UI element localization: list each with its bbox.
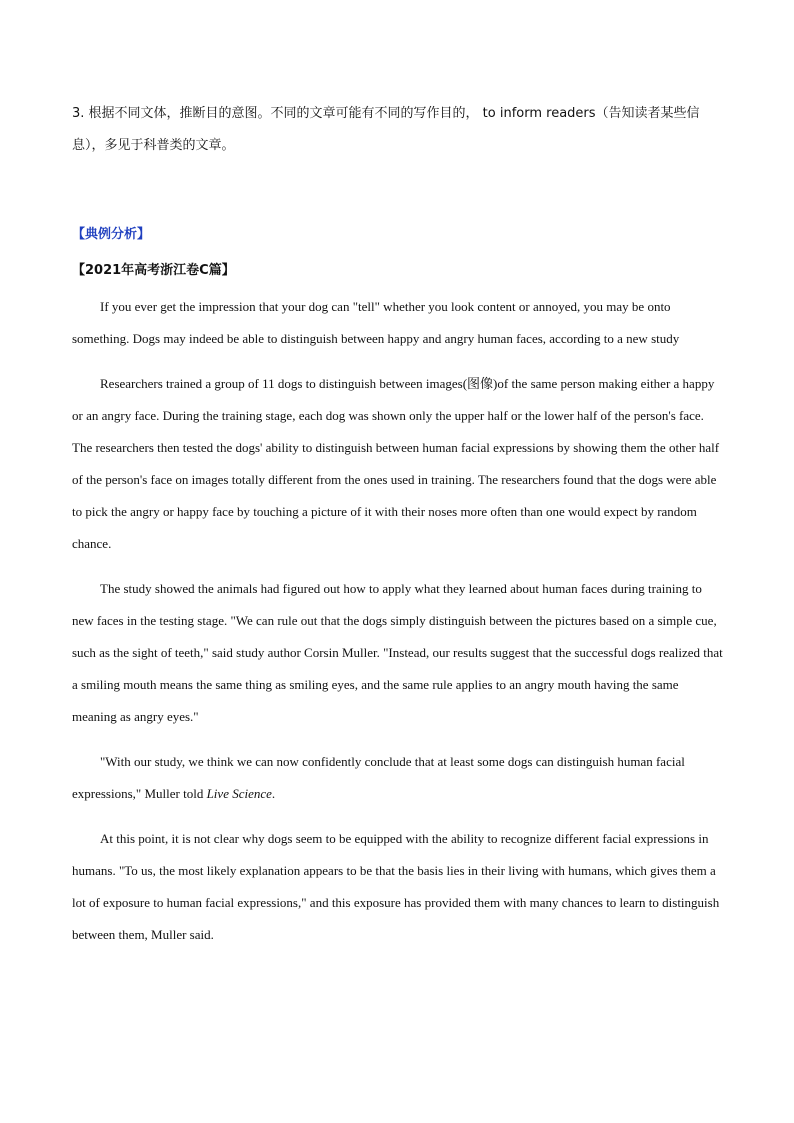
exam-title: 【2021年高考浙江卷C篇】 <box>72 263 235 278</box>
quote-end: . <box>271 786 276 801</box>
paragraph-2: Researchers trained a group of 11 dogs to distinguish between images(图像)of the same person making either a happy or an angry face. During the training stage, each dog was shown only the upper half or the lower half of the person's face. The researchers then tested the dogs' ability to distinguish between human facial expressions by showing them the other half of the person's face on images totally different from the ones used in training. The researchers found that the dogs were able to pick the angry or happy face by touching a picture of it with their noses more often than one would expect by random chance. <box>72 376 720 551</box>
paragraph-3: The study showed the animals had figured out how to apply what they learned about human faces during training to new faces in the testing stage. "We can rule out that the dogs simply distinguish between the pictures based on a simple cue, such as the sight of teeth," said study author Corsin Muller. "Instead, our results suggest that the successful dogs realized that a smiling mouth means the same thing as smiling eyes, and the same rule applies to an angry mouth having the same meaning as angry eyes." <box>72 581 723 724</box>
point-3-text: 3. 根据不同文体，推断目的意图。不同的文章可能有不同的写作目的， to inform readers（告知读者某些信息），多见于科普类的文章。 <box>72 106 700 153</box>
section-title: 【典例分析】 <box>72 227 151 242</box>
quote-source: Live Science <box>206 786 272 801</box>
paragraph-1: If you ever get the impression that your dog can "tell" whether you look content or annoyed, you may be onto something. Dogs may indeed be able to distinguish between happy and angry human faces, according to a new study <box>72 299 680 346</box>
document-page <box>72 98 724 951</box>
paragraph-5: At this point, it is not clear why dogs seem to be equipped with the ability to recognize different facial expressions in humans. "To us, the most likely explanation appears to be that the basis lies in their living with humans, which gives them a lot of exposure to human facial expressions," and this exposure has provided them with many chances to learn to distinguish between them, Muller said. <box>72 831 720 942</box>
quote-text: "With our study, we think we can now confidently conclude that at least some dogs can distinguish human facial expressions," Muller told <box>72 754 685 801</box>
paragraph-4 <box>72 746 724 810</box>
